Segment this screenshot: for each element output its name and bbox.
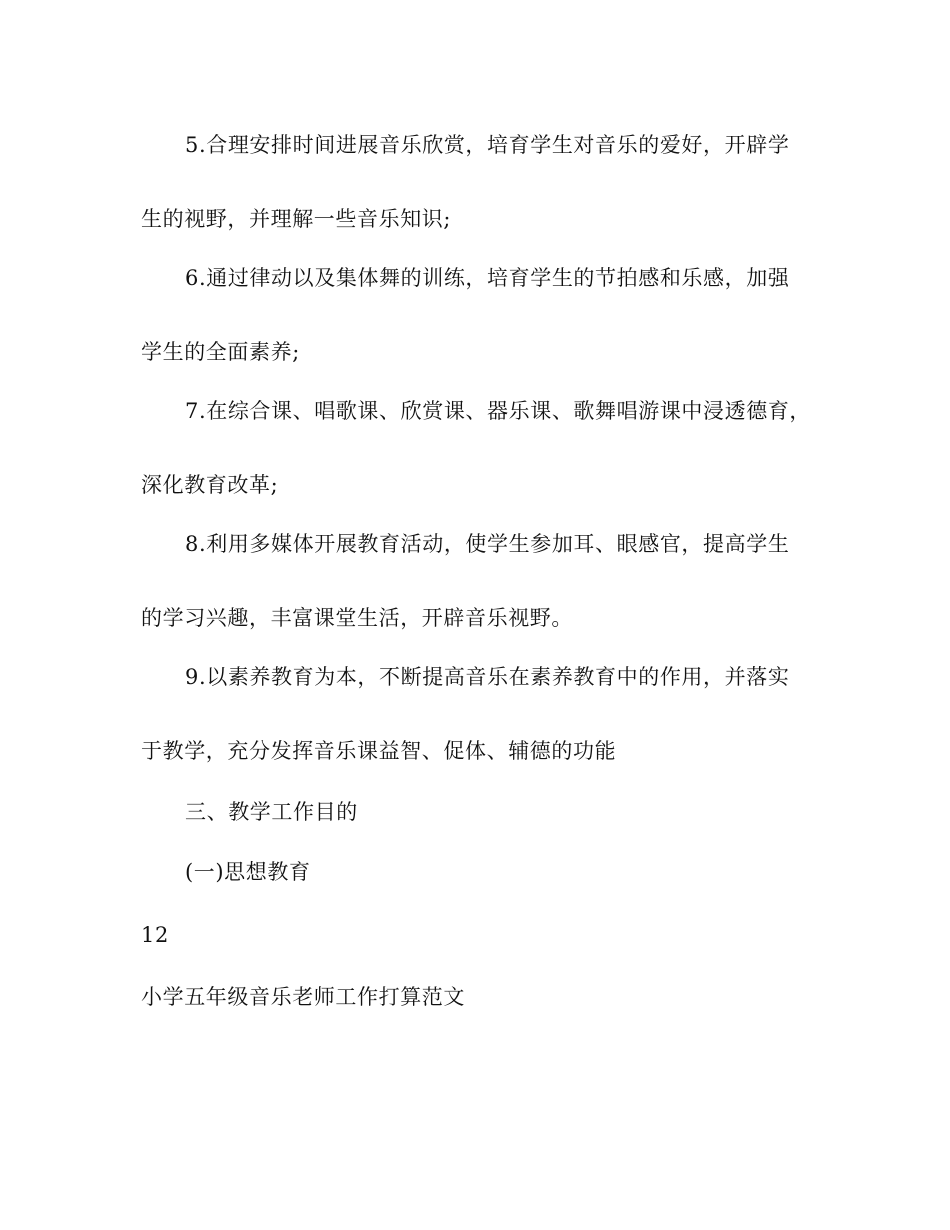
subsection-heading: (一)思想教育: [185, 860, 311, 884]
paragraph-line: 学生的全面素养;: [141, 340, 300, 364]
paragraph-line: 的学习兴趣，丰富课堂生活，开辟音乐视野。: [141, 606, 573, 630]
paragraph-line: 8.利用多媒体开展教育活动，使学生参加耳、眼感官，提高学生: [185, 532, 790, 556]
paragraph-line: 深化教育改革;: [141, 473, 279, 497]
paragraph-line: 9.以素养教育为本，不断提高音乐在素养教育中的作用，并落实: [185, 665, 790, 689]
page-number: 12: [141, 923, 169, 947]
paragraph-line: 7.在综合课、唱歌课、欣赏课、器乐课、歌舞唱游课中浸透德育，: [185, 399, 812, 423]
paragraph-line: 生的视野，并理解一些音乐知识;: [141, 207, 452, 231]
paragraph-line: 6.通过律动以及集体舞的训练，培育学生的节拍感和乐感，加强: [185, 266, 790, 290]
section-heading: 三、教学工作目的: [185, 800, 358, 824]
paragraph-line: 于教学，充分发挥音乐课益智、促体、辅德的功能: [141, 739, 617, 763]
paragraph-line: 5.合理安排时间进展音乐欣赏，培育学生对音乐的爱好，开辟学: [185, 133, 790, 157]
footer-title: 小学五年级音乐老师工作打算范文: [141, 985, 465, 1009]
